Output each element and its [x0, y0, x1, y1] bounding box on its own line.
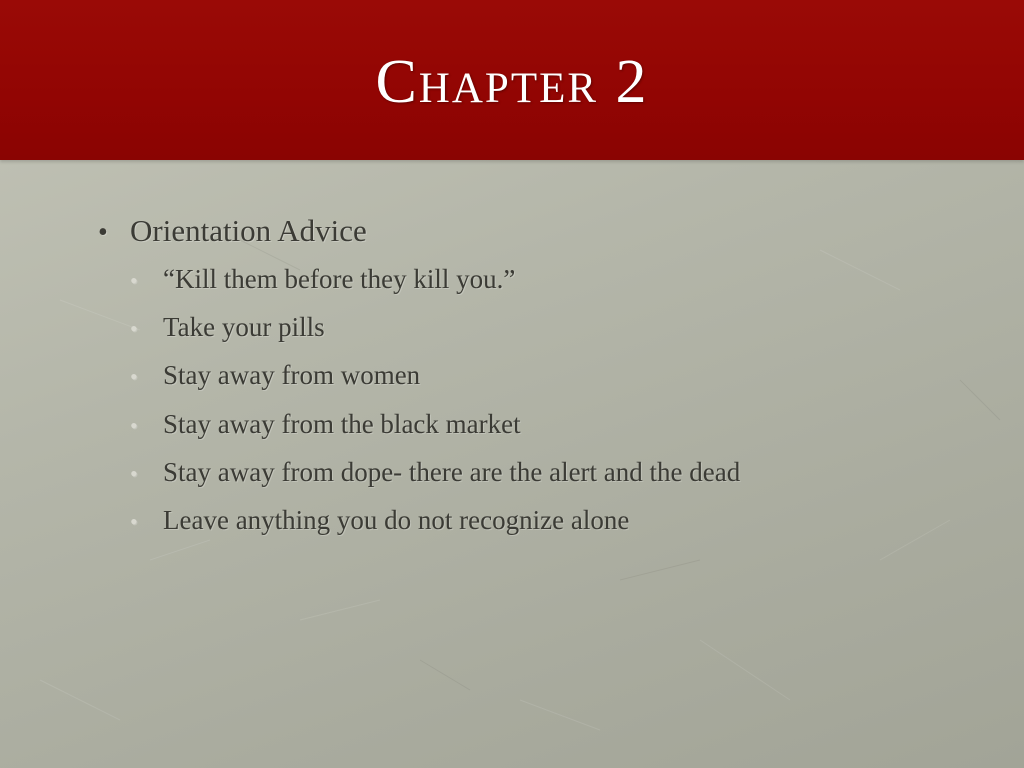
slide-content	[98, 208, 978, 545]
title-band	[0, 0, 1024, 160]
sub-bullet-item	[130, 401, 978, 449]
sub-bullet-text: Take your pills	[163, 312, 325, 343]
main-bullet-item	[98, 208, 978, 256]
sub-bullet-item	[130, 304, 978, 352]
sub-bullet-item	[130, 352, 978, 400]
bullet-icon: •	[130, 412, 138, 438]
sub-bullet-item	[130, 256, 978, 304]
bullet-icon: •	[130, 509, 138, 535]
sub-bullet-list	[130, 256, 978, 545]
sub-bullet-item	[130, 497, 978, 545]
sub-bullet-text: Stay away from the black market	[163, 408, 521, 439]
sub-bullet-text: Leave anything you do not recognize alone	[163, 505, 630, 536]
sub-bullet-text: Stay away from women	[163, 360, 421, 391]
main-bullet-text: Orientation Advice	[130, 213, 367, 248]
bullet-icon: •	[130, 460, 138, 486]
bullet-icon: •	[98, 217, 108, 248]
bullet-icon: •	[130, 364, 138, 390]
sub-bullet-text: Stay away from dope- there are the alert and the dead	[163, 456, 741, 487]
bullet-icon: •	[130, 268, 138, 293]
sub-bullet-text: “Kill them before they kill you.”	[163, 264, 516, 294]
slide-title: Chapter 2	[375, 48, 649, 116]
sub-bullet-item	[130, 449, 978, 497]
bullet-icon: •	[130, 316, 138, 342]
